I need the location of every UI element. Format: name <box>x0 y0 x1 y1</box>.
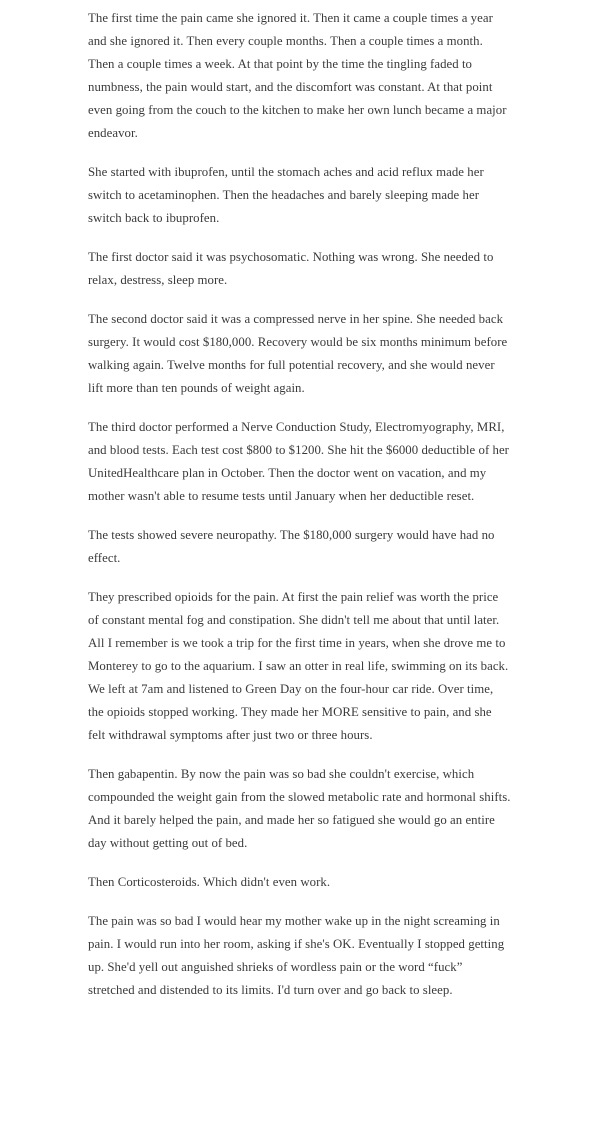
article-paragraph: The second doctor said it was a compressed nerve in her spine. She needed back surgery. It would cost $180,000. Recovery would be six months minimum before walking again. Twelve months for full potential recovery, and she would never lift more than ten pounds of weight again. <box>88 312 508 395</box>
article-paragraph: The third doctor performed a Nerve Conduction Study, Electromyography, MRI, and blood tests. Each test cost $800 to $1200. She hit the $6000 deductible of her UnitedHealthcare plan in October. Then the doctor went on vacation, and my mother wasn't able to resume tests until January when her deductible reset. <box>88 420 509 503</box>
article-paragraph: The first doctor said it was psychosomatic. Nothing was wrong. She needed to relax, destress, sleep more. <box>88 250 494 287</box>
article-paragraph: The tests showed severe neuropathy. The $180,000 surgery would have had no effect. <box>88 528 495 565</box>
article-paragraph: She started with ibuprofen, until the stomach aches and acid reflux made her switch to acetaminophen. Then the headaches and barely sleeping made her switch back to ibuprofen. <box>88 165 484 225</box>
article-paragraph: Then Corticosteroids. Which didn't even work. <box>88 875 331 889</box>
article-paragraph: The pain was so bad I would hear my mother wake up in the night screaming in pain. I would run into her room, asking if she's OK. Eventually I stopped getting up. She'd yell out anguished shrieks of wordless pain or the word “fuck” stretched and distended to its limits. I'd turn over and go back to sleep. <box>88 914 505 997</box>
article-paragraph: Then gabapentin. By now the pain was so bad she couldn't exercise, which compounded the weight gain from the slowed metabolic rate and hormonal shifts. And it barely helped the pain, and made her so fatigued she would go an entire day without getting out of bed. <box>88 767 511 850</box>
article-paragraph: They prescribed opioids for the pain. At first the pain relief was worth the price of constant mental fog and constipation. She didn't tell me about that until later. All I remember is we took a trip for the first time in years, when she drove me to Monterey to go to the aquarium. I saw an otter in real life, swimming on its back. We left at 7am and listened to Green Day on the four-hour car ride. Over time, the opioids stopped working. They made her MORE sensitive to pain, and she felt withdrawal symptoms after just two or three hours. <box>88 590 509 742</box>
article-body <box>88 7 512 1002</box>
article-paragraph: The first time the pain came she ignored it. Then it came a couple times a year and she ignored it. Then every couple months. Then a couple times a month. Then a couple times a week. At that point by the time the tingling faded to numbness, the pain would start, and the discomfort was constant. At that point even going from the couch to the kitchen to make her own lunch became a major endeavor. <box>88 11 507 140</box>
